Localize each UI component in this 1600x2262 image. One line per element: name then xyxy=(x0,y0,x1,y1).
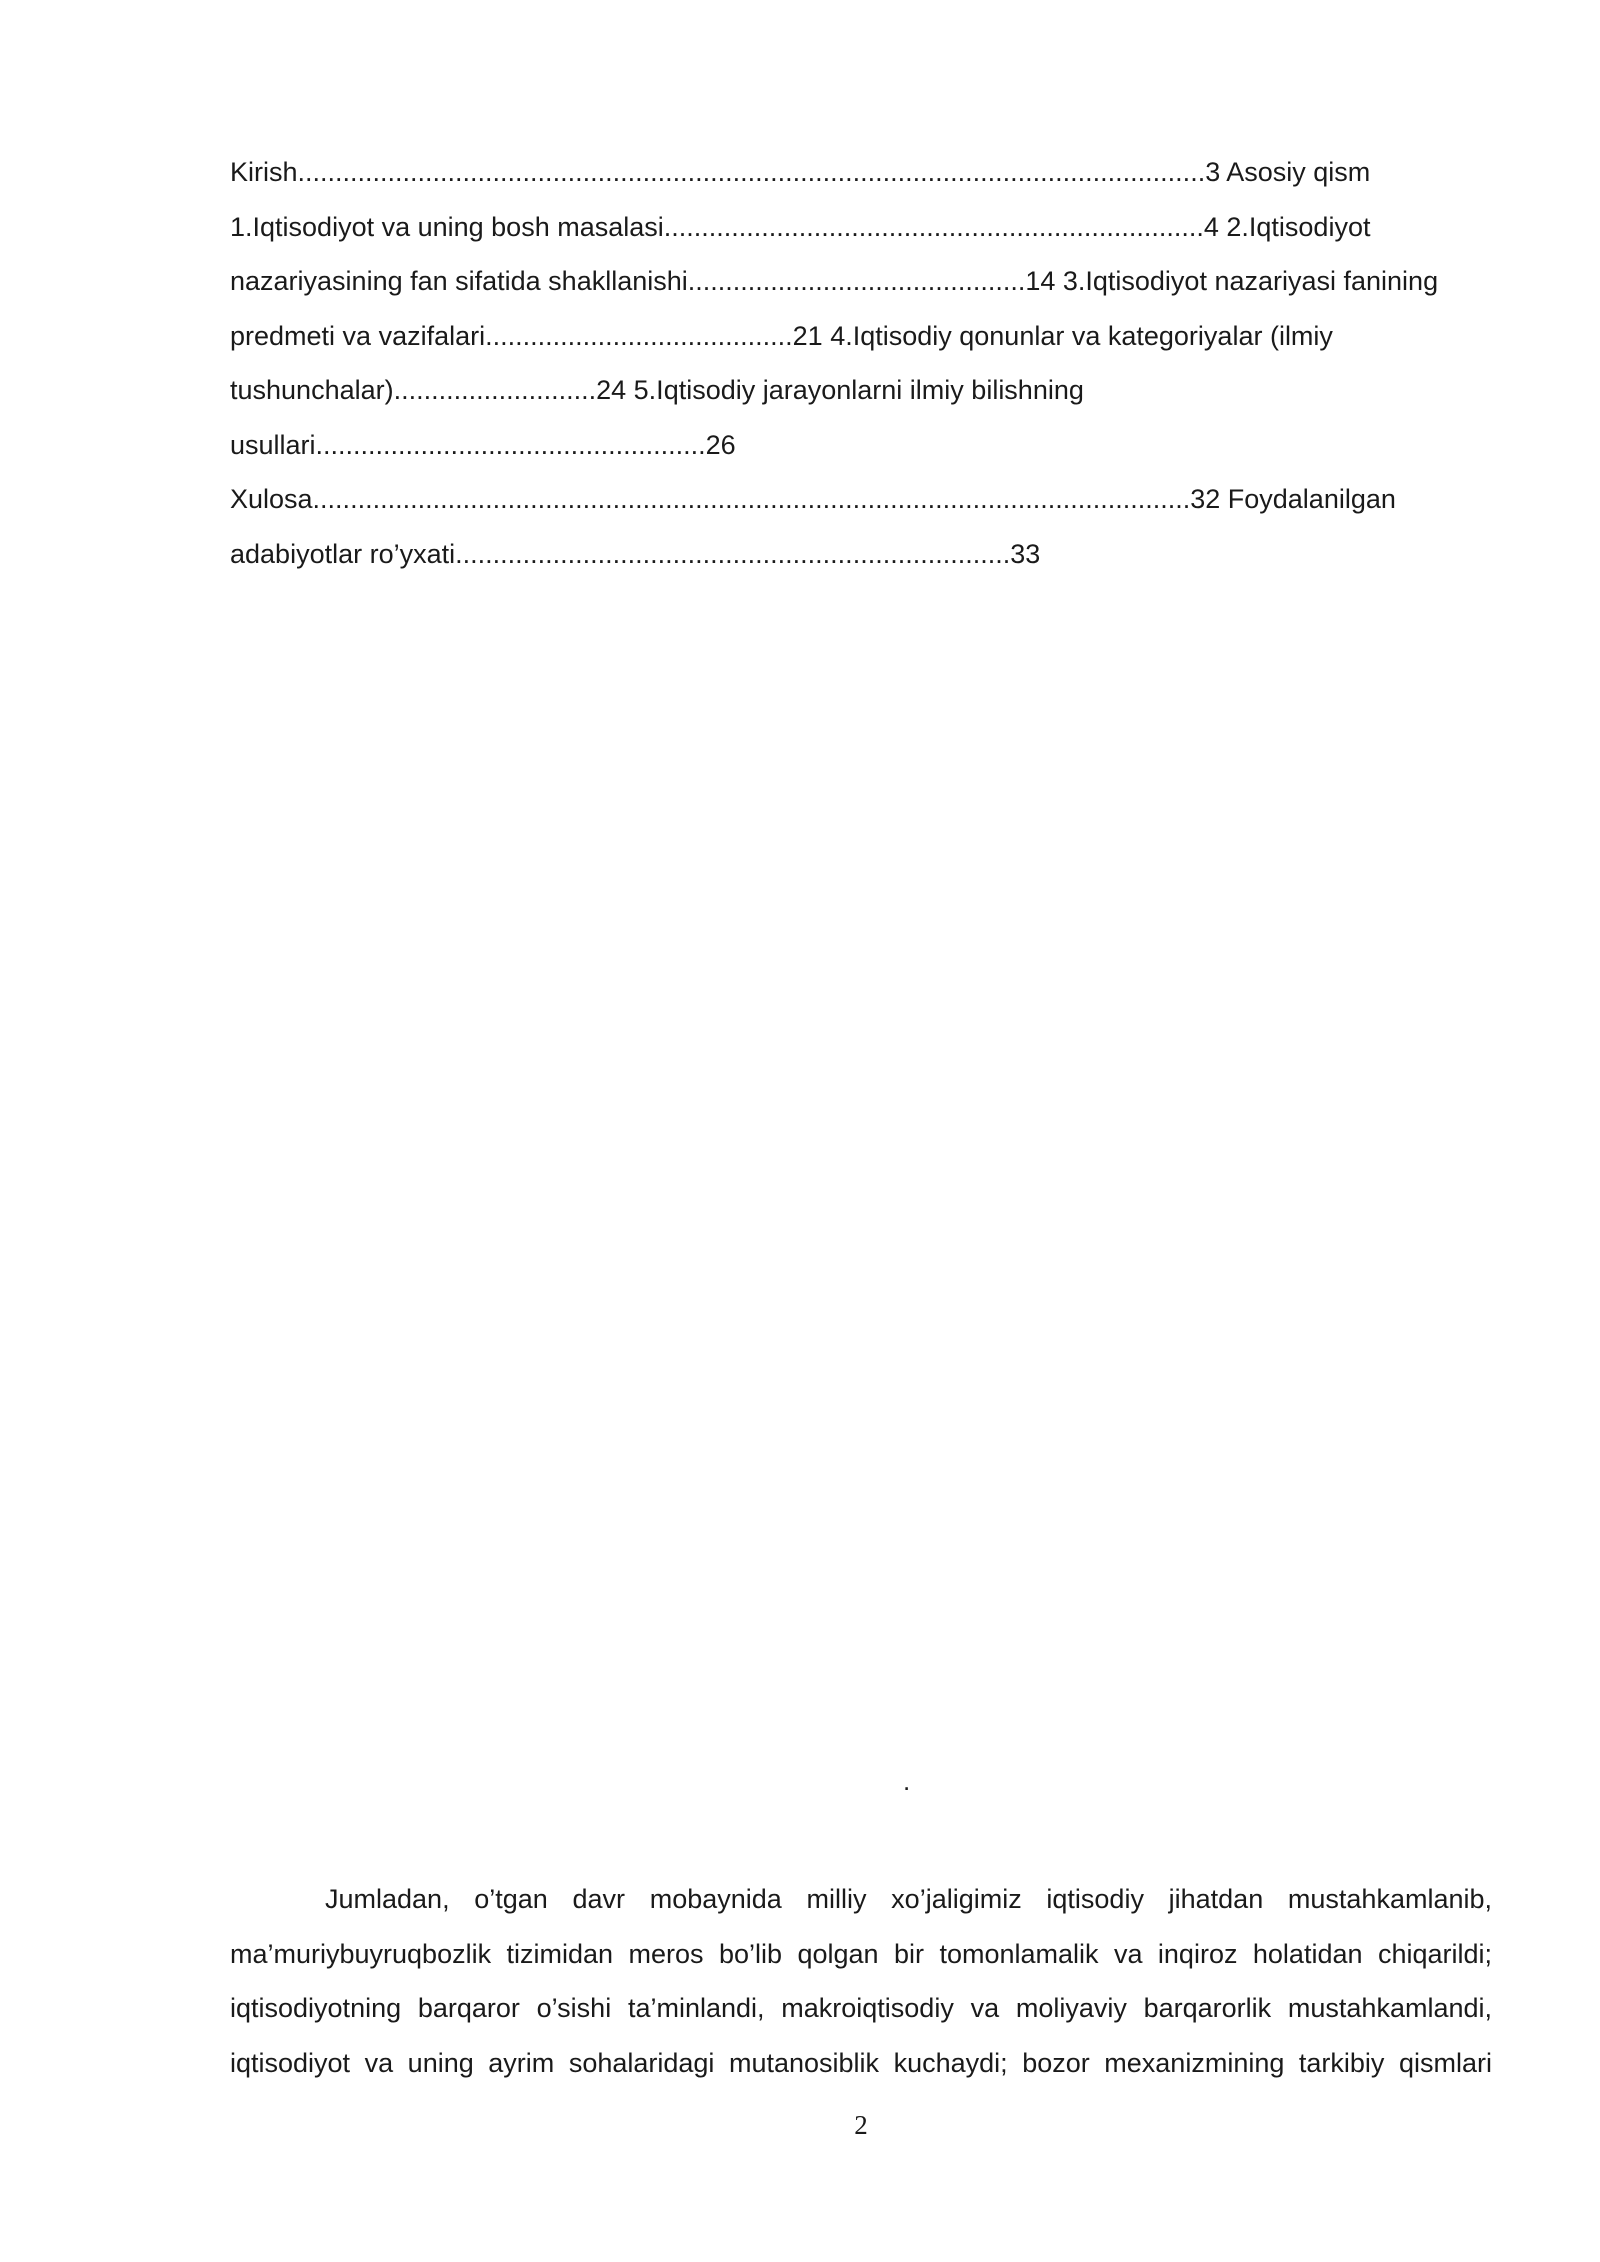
paragraph-line: iqtisodiyot va uning ayrim sohalaridagi mutanosiblik kuchaydi; bozor mexanizmining tarkibiy qismlari xyxy=(230,2047,1492,2078)
table-of-contents xyxy=(230,148,1490,584)
paragraph-line: Jumladan, o’tgan davr mobaynida milliy xo’jaligimiz iqtisodiy jihatdan mustahkamlanib, xyxy=(325,1884,1492,1914)
toc-line: predmeti va vazifalari.........................................21 4.Iqtisodiy qonunlar va kategoriyalar (ilmiy xyxy=(230,320,1333,351)
toc-line: usullari....................................................26 xyxy=(230,429,736,460)
toc-line: 1.Iqtisodiyot va uning bosh masalasi........................................................................4 2.Iqtisodiyot xyxy=(230,211,1371,242)
toc-line: nazariyasining fan sifatida shakllanishi.............................................14 3.Iqtisodiyot nazariyasi fanining xyxy=(230,266,1439,296)
paragraph-line: ma’muriybuyruqbozlik tizimidan meros bo’lib qolgan bir tomonlamalik va inqiroz holatidan chiqarildi; xyxy=(230,1938,1492,1969)
page-number: 2 xyxy=(854,2110,868,2140)
toc-line: adabiyotlar ro’yxati..........................................................................33 xyxy=(230,538,1041,569)
toc-line: Kirish.........................................................................................................................3 Asosiy qism xyxy=(230,157,1371,187)
toc-line: Xulosa.....................................................................................................................32 Foydalanilgan xyxy=(230,484,1396,514)
toc-line: tushunchalar)...........................24 5.Iqtisodiy jarayonlarni ilmiy bilishning xyxy=(230,375,1084,405)
separator-dot: . xyxy=(903,1766,911,1796)
body-paragraph xyxy=(230,1872,1492,2090)
paragraph-line: iqtisodiyotning barqaror o’sishi ta’minlandi, makroiqtisodiy va moliyaviy barqarorlik mustahkamlandi, xyxy=(230,1993,1492,2023)
